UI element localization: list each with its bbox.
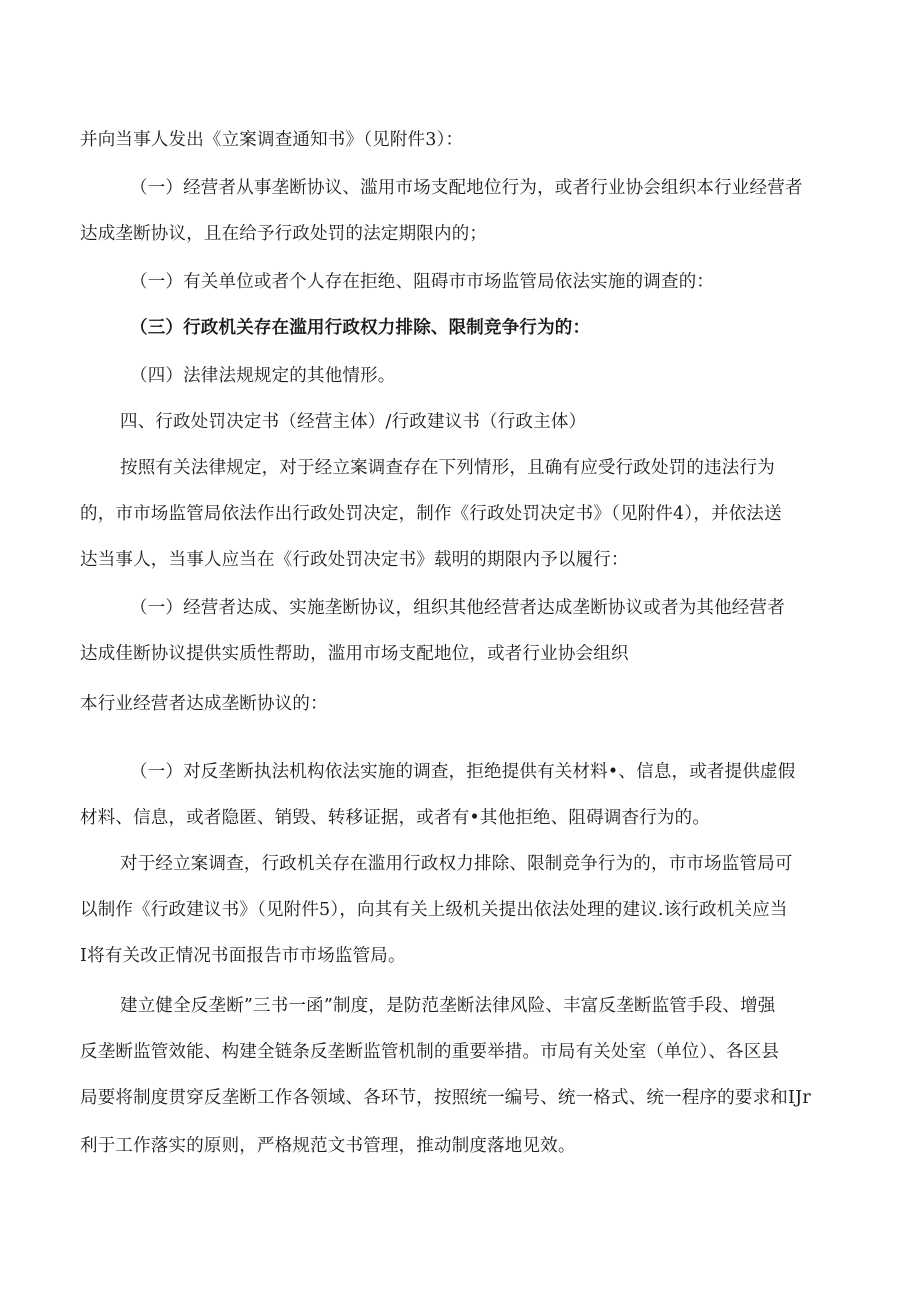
- text-line-15: 材料、信息，或者隐匿、销毁、转移证据，或者有•其他拒绝、阻碍调杳行为的。: [80, 808, 711, 828]
- text-line-9: 的，市市场监管局依法作出行政处罚决定，制作《行政处罚决定书》（见附件4），并依法送: [80, 504, 782, 524]
- text-line-14: （一）对反垄断执法机构依法实施的调查，拒绝提供有关材料•、信息，或者提供虚假: [130, 762, 796, 782]
- text-line-4: （一）有关单位或者个人存在拒绝、阻碍市市场监管局依法实施的调查的：: [130, 272, 715, 292]
- text-line-11: （一）经营者达成、实施垄断协议，组织其他经营者达成垄断协议或者为其他经营者: [130, 598, 785, 618]
- text-line-20: 反垄断监管效能、构建全链条反垄断监管机制的重要举措。市局有关处室（单位）、各区县: [80, 1042, 780, 1062]
- text-line-12: 达成佳断协议提供实质性帮助，滥用市场支配地位，或者行业协会组织: [80, 644, 629, 664]
- text-line-1: 并向当事人发出《立案调查通知书》（见附件3）：: [80, 130, 464, 150]
- text-line-5: （三）行政机关存在滥用行政权力排除、限制竞争行为的：: [130, 318, 591, 338]
- text-line-21: 局要将制度贯穿反垄断工作各领域、各环节，按照统一编号、统一格式、统一程序的要求和IJr: [80, 1088, 811, 1108]
- section-heading-four: 四、行政处罚决定书（经营主体）/行政建议书（行政主体）: [120, 412, 587, 432]
- text-line-6: （四）法律法规规定的其他情形。: [130, 366, 396, 386]
- text-line-2: （一）经营者从事垄断协议、滥用市场支配地位行为，或者行业协会组织本行业经营者: [130, 178, 803, 198]
- text-line-16: 对于经立案调查，行政机关存在滥用行政权力排除、限制竞争行为的，市市场监管局可: [120, 854, 793, 874]
- text-line-8: 按照有关法律规定，对于经立案调查存在下列情形，且确有应受行政处罚的违法行为: [120, 458, 775, 478]
- text-line-3: 达成垄断协议，且在给予行政处罚的法定期限内的；: [80, 224, 488, 244]
- text-line-18: I将有关改正情况书面报告市市场监管局。: [80, 946, 406, 966]
- text-line-17: 以制作《行政建议书》（见附件5），向其有关上级机关提出依法处理的建议.该行政机关应当: [80, 900, 788, 920]
- text-line-13: 本行业经营者达成垄断协议的：: [80, 694, 328, 714]
- text-line-10: 达当事人，当事人应当在《行政处罚决定书》载明的期限内予以履行：: [80, 550, 629, 570]
- text-line-19: 建立健全反垄断”三书一函”制度，是防范垄断法律风险、丰富反垄断监管手段、增强: [120, 996, 776, 1016]
- text-line-22: 利于工作落实的原则，严格规范文书管理，推动制度落地见效。: [80, 1136, 576, 1156]
